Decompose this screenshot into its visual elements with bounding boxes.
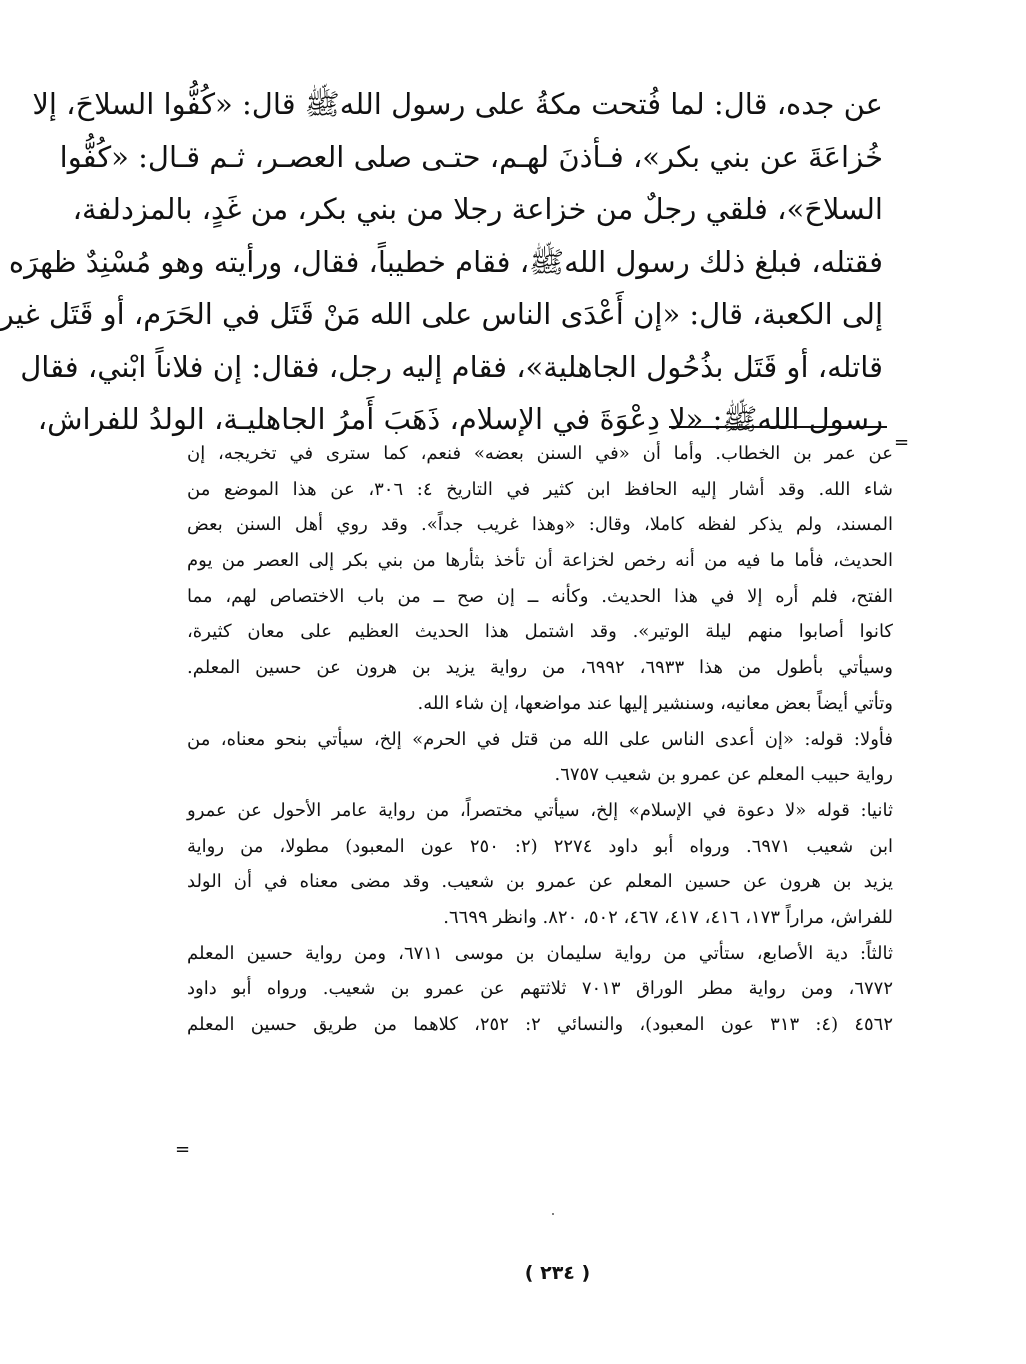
footnote-line: ثانيا: قوله «لا دعوة في الإسلام» إلخ، سيأتي مختصراً، من رواية عامر الأحول عن عمرو [187, 799, 893, 821]
footnote-line: رواية حبيب المعلم عن عمرو بن شعيب ٦٧٥٧. [554, 764, 893, 786]
main-text-line: إلى الكعبة، قال: «إن أَعْدَى الناس على الله مَنْ قَتَل في الحَرَم، أو قَتَل غير [0, 297, 883, 331]
footnote-line: عن عمر بن الخطاب. وأما أن «في السنن بعضه» فنعم، كما سترى في تخريجه، إن [187, 443, 893, 464]
main-text-line: خُزاعَةَ عن بني بكر»، فـأذنَ لهـم، حتـى صلى العصـر، ثـم قـال: «كُفُّوا [59, 139, 883, 174]
main-text-line: السلاحَ»، فلقي رجلٌ من خزاعة رجلا من بني بكر، من غَدٍ، بالمزدلفة، [72, 192, 883, 226]
print-speck [552, 1213, 554, 1215]
footnote-line: ٤٥٦٢ (٤: ٣١٣ عون المعبود)، والنسائي ٢: ٢٥٢، كلاهما من طريق حسين المعلم [187, 1014, 893, 1035]
footnote-separator-rule [669, 426, 887, 428]
footnotes-block [187, 436, 893, 1043]
footnote-line: فأولا: قوله: «إن أعدى الناس على الله من قتل في الحرم» إلخ، سيأتي بنحو معناه، من [187, 728, 893, 750]
main-text-line: رسول اللهﷺ: «لا دِعْوَةَ في الإسلام، ذَهَبَ أَمرُ الجاهليـة، الولدُ للفراش، [37, 402, 883, 436]
footnote-line: ٦٧٧٢، ومن رواية مطر الوراق ٧٠١٣ ثلاثتهم عن عمرو بن شعيب. ورواه أبو داود [187, 978, 893, 1000]
footnote-line: الفتح، فلم أره إلا في هذا الحديث. وكأنه ــ إن صح ــ من باب الاختصاص لهم، مما [187, 585, 893, 607]
footnote-line: ثالثاً: دية الأصابع، ستأتي من رواية سليمان بن موسى ٦٧١١، ومن رواية حسين المعلم [187, 942, 893, 964]
footnote-line: شاء الله. وقد أشار إليه الحافظ ابن كثير في التاريخ ٤: ٣٠٦، عن هذا الموضع من [187, 478, 893, 500]
footnote-line: المسند، ولم يذكر لفظه كاملا، وقال: «وهذا غريب جداً». وقد روي أهل السنن بعض [187, 514, 893, 536]
main-text-line: عن جده، قال: لما فُتحت مكةُ على رسول اللهﷺ قال: «كُفُّوا السلاحَ، إلا [32, 87, 883, 121]
main-text-line: قاتله، أو قَتَل بذُحُول الجاهلية»، فقام إليه رجل، فقال: إن فلاناً ابْني، فقال [20, 349, 883, 384]
footnote-line: الحديث، فأما ما فيه من أنه رخص لخزاعة أن تأخذ بثأرها من بني بكر إلى العصر من يوم [187, 550, 893, 572]
page-number: ( ٢٣٤ ) [524, 1262, 591, 1284]
main-hadith-text [0, 78, 883, 446]
footnote-line: ابن شعيب ٦٩٧١. ورواه أبو داود ٢٢٧٤ (٢: ٢٥٠ عون المعبود) مطولا، من رواية [187, 835, 893, 857]
footnote-line: كانوا أصابوا منهم ليلة الوتير». وقد اشتمل هذا الحديث العظيم على معان كثيرة، [187, 621, 893, 643]
main-text-line: فقتله، فبلغ ذلك رسول اللهﷺ، فقام خطيباً، فقال، ورأيته وهو مُسْنِدٌ ظهرَه [8, 244, 883, 279]
footnote-line: وسيأتي بأطول من هذا ٦٩٣٣، ٦٩٩٢، من رواية يزيد بن هرون عن حسين المعلم. [187, 657, 893, 679]
footnote-line: وتأتي أيضاً بعض معانيه، وسنشير إليها عند مواضعها، إن شاء الله. [417, 692, 893, 714]
continuation-mark-bottom: = [175, 1139, 191, 1160]
footnote-line: يزيد بن هرون عن حسين المعلم عن عمرو بن شعيب. وقد مضى معناه في أن الولد [187, 871, 893, 893]
continuation-mark-top: = [894, 432, 910, 453]
footnote-line: للفراش، مراراً ١٧٣، ٤١٦، ٤١٧، ٤٦٧، ٥٠٢، ٨٢٠. وانظر ٦٦٩٩. [443, 906, 893, 928]
